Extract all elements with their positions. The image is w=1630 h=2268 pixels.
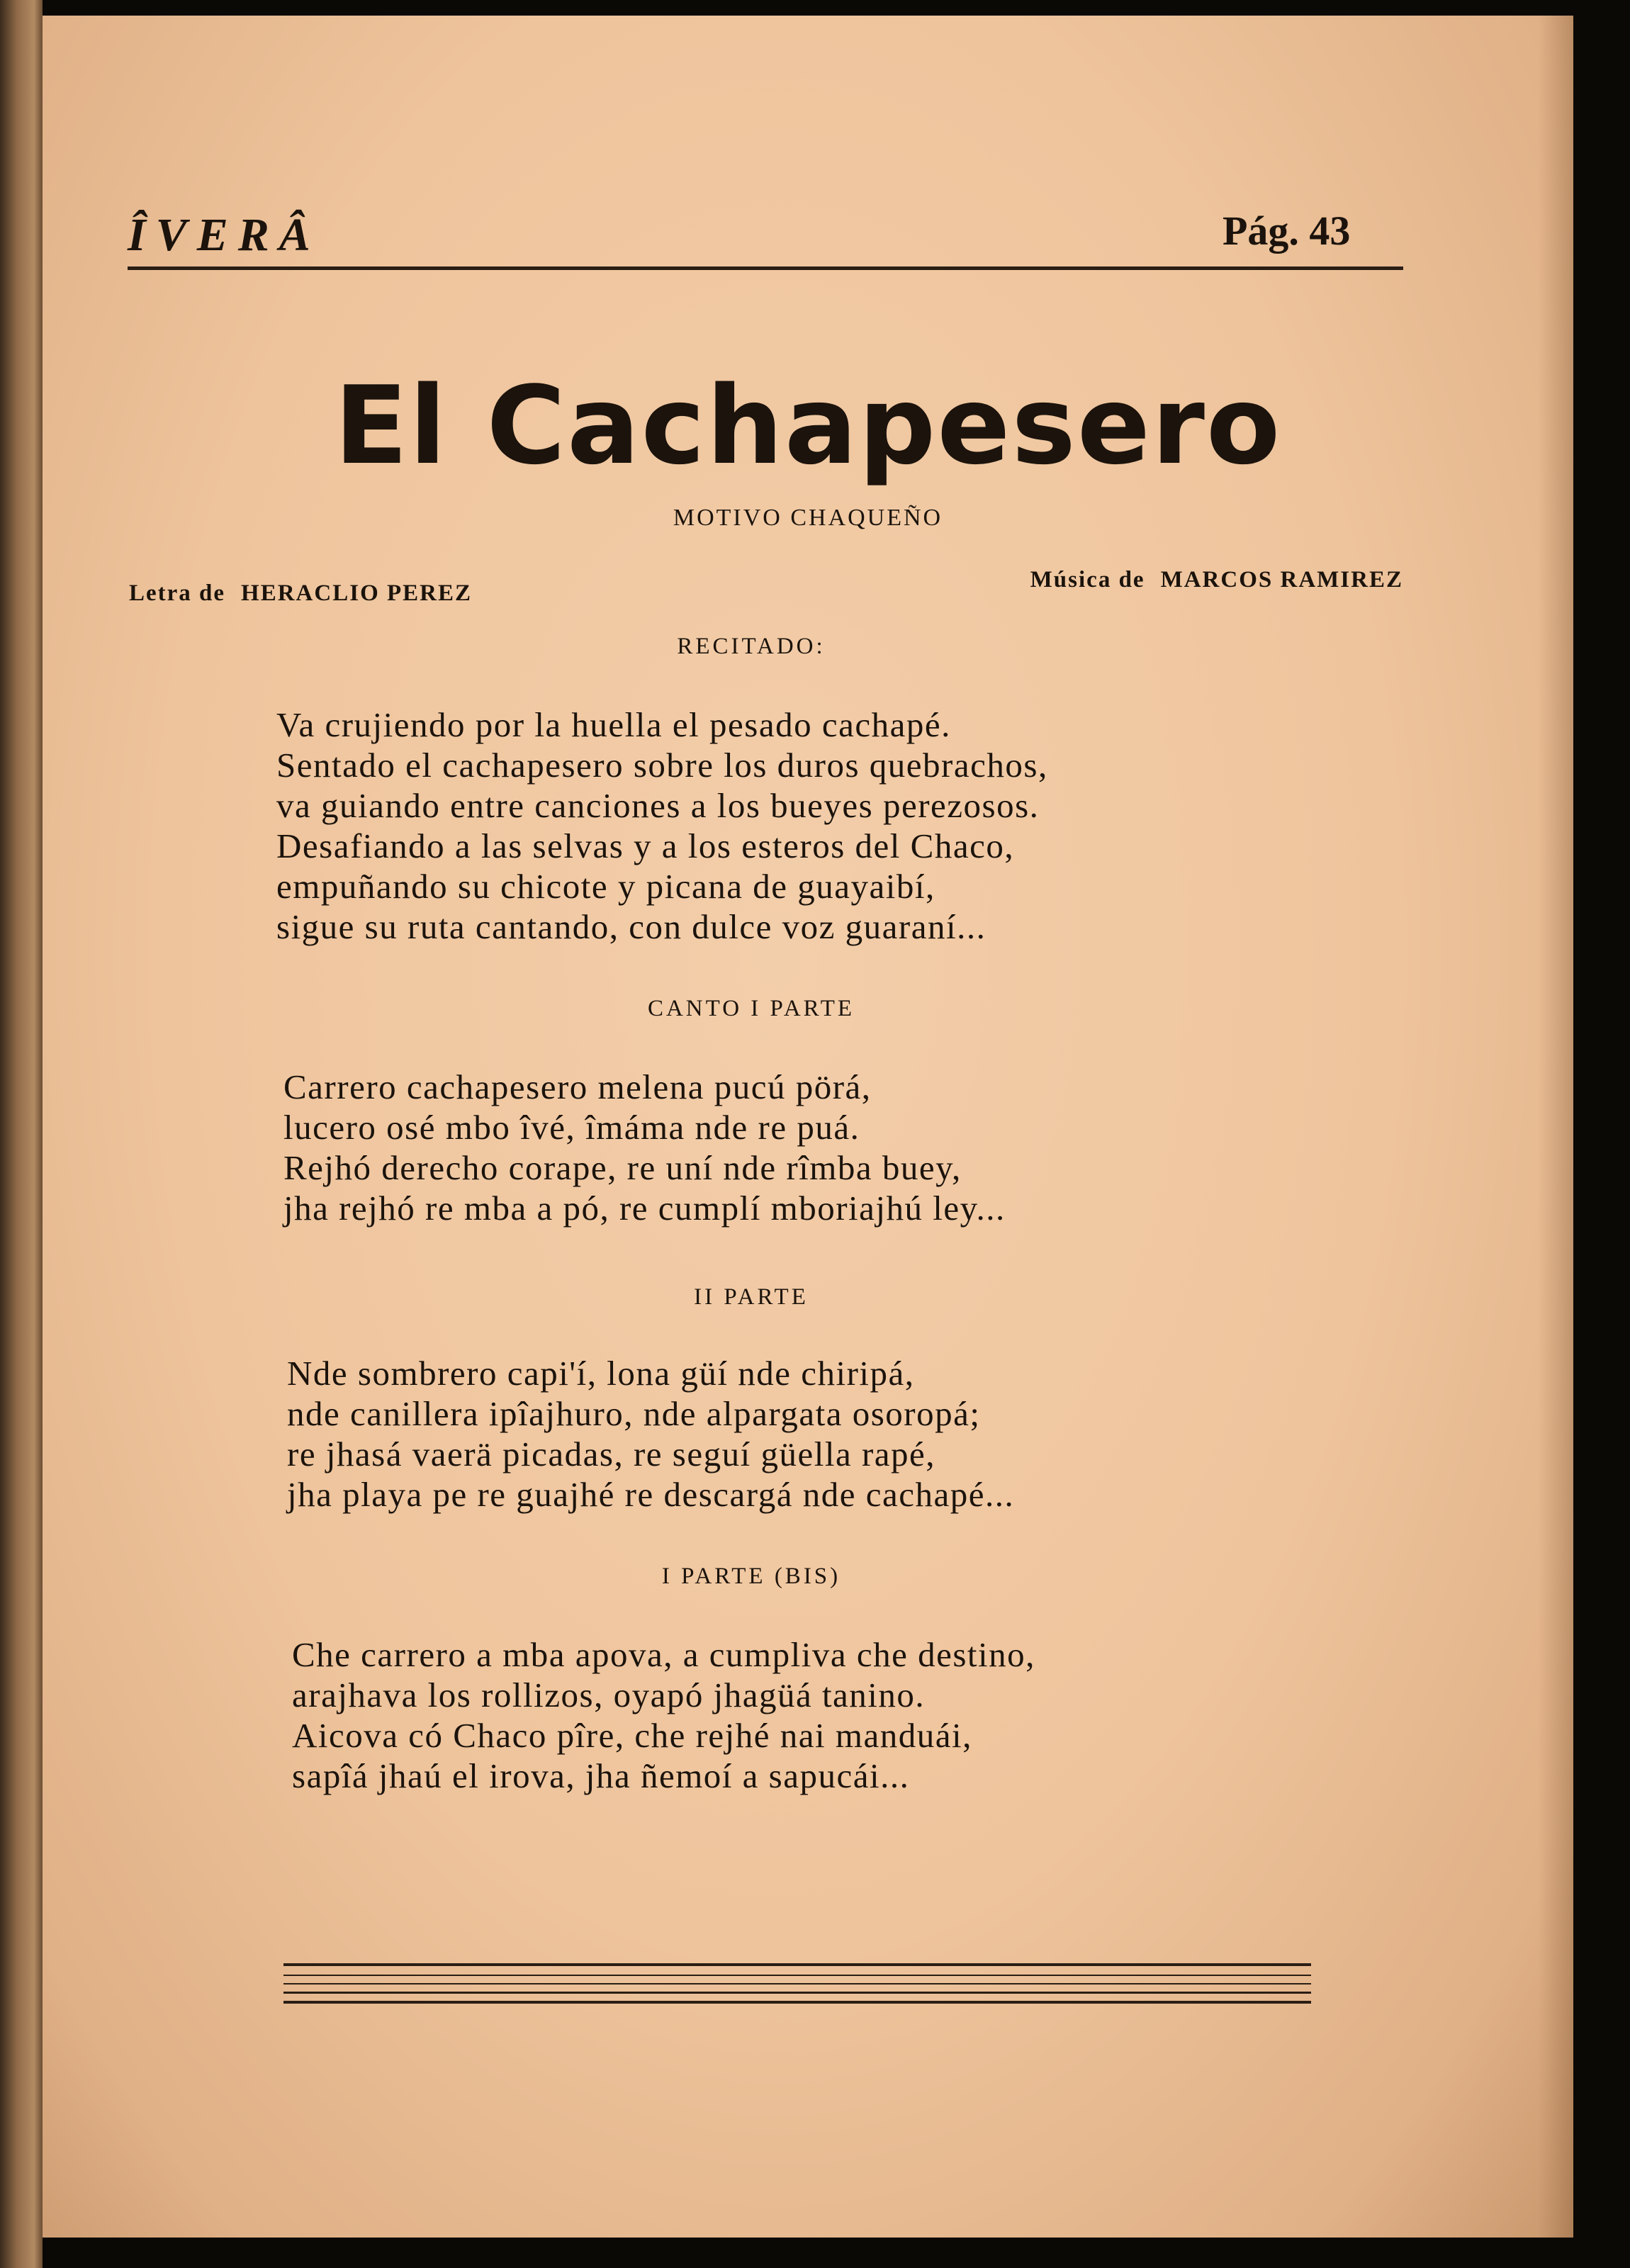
verse-line: Rejhó derecho corape, re uní nde rîmba buey, [283,1148,962,1187]
verse-line: Carrero cachapesero melena pucú pörá, [283,1067,872,1106]
verse-line: Sentado el cachapesero sobre los duros quebrachos, [276,746,1048,785]
verse-line: Che carrero a mba apova, a cumpliva che destino, [292,1635,1035,1674]
music-prefix: Música de [1030,567,1145,593]
verse-line: nde canillera ipîajhuro, nde alpargata osoropá; [287,1394,981,1433]
stanza-canto-i [283,1067,1006,1228]
verse-line: jha playa pe re guajhé re descargá nde cachapé... [287,1475,1015,1514]
section-label-recitado: RECITADO: [677,634,826,659]
end-rule [283,1963,1311,1966]
verse-line: sapîá jhaú el irova, jha ñemoí a sapucái... [292,1756,910,1795]
verse-line: Va crujiendo por la huella el pesado cachapé. [276,705,951,744]
verse-line: Nde sombrero capi'í, lona güí nde chiripá, [287,1354,915,1393]
left-page-edge [0,0,43,2268]
verse-line: jha rejhó re mba a pó, re cumplí mboriajhú ley... [283,1189,1006,1228]
header-rule [128,266,1403,270]
page-number: Pág. 43 [1222,208,1351,254]
end-rule [283,1992,1311,1994]
verse-line: lucero osé mbo îvé, îmáma nde re puá. [283,1108,860,1147]
verse-line: Desafiando a las selvas y a los esteros del Chaco, [276,826,1015,865]
magazine-name: ÎVERÂ [128,209,320,261]
composer-name: MARCOS RAMIREZ [1160,567,1403,593]
lyricist-name: HERACLIO PEREZ [241,580,473,606]
composer-credit [1030,567,1403,593]
section-label-canto-i: CANTO I PARTE [647,996,855,1021]
song-title: El Cachapesero [334,363,1282,488]
section-label-ii-parte: II PARTE [694,1284,809,1310]
stanza-i-parte-bis [292,1634,1035,1796]
lyricist-credit [129,580,472,607]
section-label-i-parte-bis: I PARTE (BIS) [661,1564,841,1589]
stanza-recitado [276,704,1048,947]
verse-line: empuñando su chicote y picana de guayaibí, [276,867,935,906]
verse-line: Aicova có Chaco pîre, che rejhé nai manduái, [292,1716,972,1755]
verse-line: sigue su ruta cantando, con dulce voz guaraní... [276,907,987,946]
end-rule [283,1983,1311,1984]
verse-line: arajhava los rollizos, oyapó jhagüá tanino. [292,1675,926,1714]
lyrics-prefix: Letra de [129,580,226,606]
verse-line: re jhasá vaerä picadas, re seguí güella rapé, [287,1435,936,1473]
stanza-ii-parte [287,1353,1014,1515]
verse-line: va guiando entre canciones a los bueyes perezosos. [276,786,1040,825]
end-rule [283,1975,1311,1976]
song-subtitle: MOTIVO CHAQUEÑO [673,505,943,531]
end-rule [283,2001,1311,2004]
book-page [43,16,1573,2238]
